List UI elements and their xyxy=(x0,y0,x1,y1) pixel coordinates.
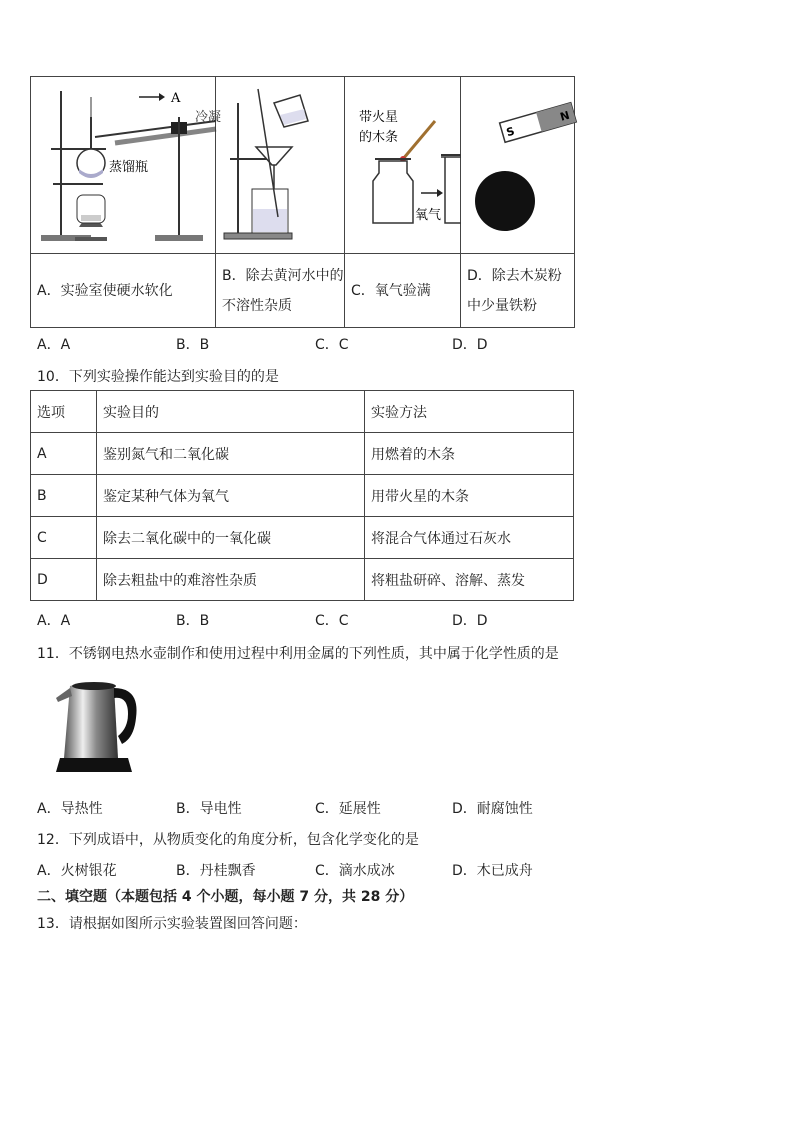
q10-row-b-purpose: 鉴定某种气体为氧气 xyxy=(97,475,365,517)
filtration-apparatus-icon xyxy=(216,77,345,253)
q12-option-c[interactable]: C．滴水成冰 xyxy=(315,863,395,879)
q9-caption-c: C．氧气验满 xyxy=(345,254,461,328)
label-condenser: 冷凝 xyxy=(195,110,222,125)
q12-stem: 12．下列成语中，从物质变化的角度分析，包含化学变化的是 xyxy=(37,832,419,848)
q12-option-b[interactable]: B．丹桂飘香 xyxy=(176,863,256,879)
q10-row-d-option: D xyxy=(31,559,97,601)
q13-stem: 13．请根据如图所示实验装置图回答问题： xyxy=(37,916,307,932)
q11-option-c[interactable]: C．延展性 xyxy=(315,801,381,817)
q10-row-a-option: A xyxy=(31,433,97,475)
q11-option-d[interactable]: D．耐腐蚀性 xyxy=(452,801,533,817)
q11-stem: 11．不锈钢电热水壶制作和使用过程中利用金属的下列性质，其中属于化学性质的是 xyxy=(37,646,559,662)
label-glowing-stick: 带火星 xyxy=(359,110,399,125)
q12-option-a[interactable]: A．火树银花 xyxy=(37,863,117,879)
q9-figure-table xyxy=(30,76,575,328)
label-arrow-a: A xyxy=(171,91,181,106)
q9-option-d[interactable]: D．D xyxy=(452,337,488,353)
q10-row-a-method: 用燃着的木条 xyxy=(365,433,574,475)
electric-kettle-icon xyxy=(48,678,152,780)
q10-header-method: 实验方法 xyxy=(365,391,574,433)
table-row xyxy=(31,559,574,601)
q9-option-c[interactable]: C．C xyxy=(315,337,349,353)
q11-option-a[interactable]: A．导热性 xyxy=(37,801,103,817)
table-row xyxy=(31,517,574,559)
q9-caption-b: B．除去黄河水中的不溶性杂质 xyxy=(216,254,345,328)
q10-option-d[interactable]: D．D xyxy=(452,613,488,629)
label-distilling-flask: 蒸馏瓶 xyxy=(109,160,149,175)
q10-header-row xyxy=(31,391,574,433)
q10-option-a[interactable]: A．A xyxy=(37,613,71,629)
q10-option-c[interactable]: C．C xyxy=(315,613,349,629)
q10-row-d-purpose: 除去粗盐中的难溶性杂质 xyxy=(97,559,365,601)
q10-row-d-method: 将粗盐研碎、溶解、蒸发 xyxy=(365,559,574,601)
q9-figure-d xyxy=(461,77,575,254)
q9-option-b[interactable]: B．B xyxy=(176,337,210,353)
q10-header-option: 选项 xyxy=(31,391,97,433)
q9-caption-a: A．实验室使硬水软化 xyxy=(31,254,216,328)
q10-stem: 10．下列实验操作能达到实验目的的是 xyxy=(37,369,279,385)
q10-header-purpose: 实验目的 xyxy=(97,391,365,433)
q10-row-b-method: 用带火星的木条 xyxy=(365,475,574,517)
q12-option-d[interactable]: D．木已成舟 xyxy=(452,863,533,879)
q9-caption-d: D．除去木炭粉中少量铁粉 xyxy=(461,254,575,328)
label-glowing-stick-2: 的木条 xyxy=(359,130,399,145)
label-oxygen: 氧气 xyxy=(415,208,442,223)
q9-figure-b xyxy=(216,77,345,254)
table-row xyxy=(31,475,574,517)
q9-figure-a xyxy=(31,77,222,254)
magnet-and-powder-icon xyxy=(461,77,575,253)
q11-option-b[interactable]: B．导电性 xyxy=(176,801,242,817)
oxygen-test-apparatus-icon xyxy=(345,77,461,253)
q10-row-a-purpose: 鉴别氮气和二氧化碳 xyxy=(97,433,365,475)
q10-option-b[interactable]: B．B xyxy=(176,613,210,629)
q9-figure-c xyxy=(345,77,461,254)
q10-row-c-method: 将混合气体通过石灰水 xyxy=(365,517,574,559)
section-2-title: 二、填空题（本题包括 4 个小题，每小题 7 分，共 28 分） xyxy=(37,889,414,905)
q10-row-c-option: C xyxy=(31,517,97,559)
q10-row-c-purpose: 除去二氧化碳中的一氧化碳 xyxy=(97,517,365,559)
label-magnet-n: N xyxy=(558,108,572,124)
q10-row-b-option: B xyxy=(31,475,97,517)
distillation-apparatus-icon xyxy=(31,77,222,253)
q9-option-a[interactable]: A．A xyxy=(37,337,71,353)
q10-table xyxy=(30,390,574,601)
label-magnet-s: S xyxy=(504,124,517,140)
table-row xyxy=(31,433,574,475)
